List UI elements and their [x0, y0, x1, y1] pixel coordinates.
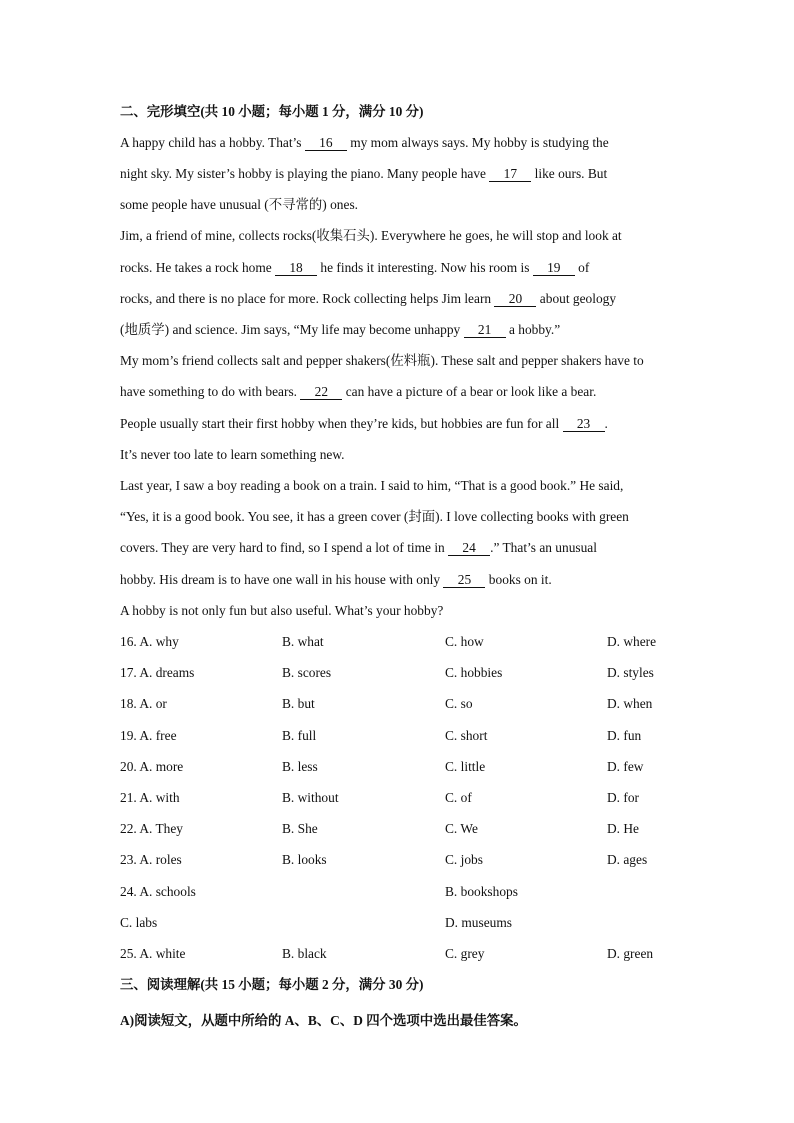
- option-item: C. short: [445, 728, 488, 743]
- option-item: B. but: [282, 696, 315, 711]
- passage-line: [120, 260, 589, 276]
- answer-blank[interactable]: 24: [448, 541, 490, 556]
- passage-line: [120, 384, 596, 400]
- option-item: 21. A. with: [120, 790, 180, 805]
- option-item: D. where: [607, 634, 657, 649]
- passage-text: my mom always says. My hobby is studying the: [346, 135, 609, 150]
- answer-blank[interactable]: 23: [563, 417, 605, 432]
- option-item: C. hobbies: [445, 665, 503, 680]
- option-item: B. black: [282, 946, 327, 961]
- passage-text: a hobby.”: [505, 322, 561, 337]
- option-item: 23. A. roles: [120, 852, 182, 867]
- passage-line: [120, 540, 597, 556]
- option-item: C. grey: [445, 946, 485, 961]
- passage-line: [120, 603, 443, 619]
- passage-line: [120, 228, 622, 244]
- option-item: B. bookshops: [445, 884, 518, 899]
- passage-text: he finds it interesting. Now his room is: [317, 260, 533, 275]
- passage-line: [120, 416, 608, 432]
- option-item: C. jobs: [445, 852, 483, 867]
- option-item: C. little: [445, 759, 486, 774]
- passage-text: .: [604, 416, 608, 431]
- option-item: C. so: [445, 696, 473, 711]
- answer-blank[interactable]: 22: [300, 385, 342, 400]
- passage-text: Jim, a friend of mine, collects rocks(收集石头). Everywhere he goes, he will stop and look at: [120, 228, 622, 243]
- passage-text: rocks. He takes a rock home: [120, 260, 276, 275]
- section3-heading: 三、阅读理解(共 15 小题；每小题 2 分，满分 30 分): [120, 977, 424, 992]
- passage-text: “Yes, it is a good book. You see, it has a green cover (封面). I love collecting books with green: [120, 509, 629, 524]
- passage-text: It’s never too late to learn something new.: [120, 447, 345, 462]
- option-item: C. labs: [120, 915, 158, 930]
- option-item: B. looks: [282, 852, 327, 867]
- answer-blank[interactable]: 16: [305, 136, 347, 151]
- answer-blank[interactable]: 17: [489, 167, 531, 182]
- passage-text: rocks, and there is no place for more. Rock collecting helps Jim learn: [120, 291, 495, 306]
- option-item: D. styles: [607, 665, 654, 680]
- answer-blank[interactable]: 19: [533, 261, 575, 276]
- option-item: B. what: [282, 634, 324, 649]
- option-item: C. We: [445, 821, 478, 836]
- passage-text: .” That’s an unusual: [490, 540, 597, 555]
- passage-text: some people have unusual (不寻常的) ones.: [120, 197, 359, 212]
- answer-blank[interactable]: 25: [443, 573, 485, 588]
- passage-text: Last year, I saw a boy reading a book on a train. I said to him, “That is a good book.” He said,: [120, 478, 624, 493]
- option-item: B. without: [282, 790, 339, 805]
- section2-heading: 二、完形填空(共 10 小题；每小题 1 分，满分 10 分): [120, 104, 424, 119]
- option-item: 16. A. why: [120, 634, 179, 649]
- option-item: D. for: [607, 790, 639, 805]
- option-item: D. green: [607, 946, 654, 961]
- option-item: D. He: [607, 821, 639, 836]
- passage-text: (地质学) and science. Jim says, “My life may become unhappy: [120, 322, 464, 337]
- passage-text: My mom’s friend collects salt and pepper shakers(佐料瓶). These salt and pepper shakers have to: [120, 353, 644, 368]
- answer-blank[interactable]: 20: [494, 292, 536, 307]
- option-item: 24. A. schools: [120, 884, 196, 899]
- option-item: D. fun: [607, 728, 642, 743]
- passage-line: [120, 353, 644, 369]
- passage-line: [120, 166, 607, 182]
- passage-text: like ours. But: [531, 166, 608, 181]
- passage-text: books on it.: [485, 572, 552, 587]
- passage-line: [120, 447, 344, 463]
- option-item: B. full: [282, 728, 317, 743]
- option-item: 19. A. free: [120, 728, 177, 743]
- passage-text: of: [574, 260, 590, 275]
- passage-text: covers. They are very hard to find, so I spend a lot of time in: [120, 540, 449, 555]
- option-item: D. ages: [607, 852, 648, 867]
- passage-text: People usually start their first hobby when they’re kids, but hobbies are fun for all: [120, 416, 563, 431]
- option-item: 18. A. or: [120, 696, 167, 711]
- option-item: 22. A. They: [120, 821, 183, 836]
- option-item: C. how: [445, 634, 484, 649]
- option-item: B. She: [282, 821, 318, 836]
- option-item: 17. A. dreams: [120, 665, 195, 680]
- answer-blank[interactable]: 18: [275, 261, 317, 276]
- option-item: 25. A. white: [120, 946, 186, 961]
- option-item: C. of: [445, 790, 472, 805]
- option-item: D. museums: [445, 915, 512, 930]
- option-item: 20. A. more: [120, 759, 184, 774]
- answer-blank[interactable]: 21: [464, 323, 506, 338]
- passage-line: [120, 572, 552, 588]
- passage-text: can have a picture of a bear or look like a bear.: [342, 384, 597, 399]
- passage-line: [120, 322, 560, 338]
- passage-text: hobby. His dream is to have one wall in his house with only: [120, 572, 444, 587]
- passage-line: [120, 509, 629, 525]
- section3-subheading: A)阅读短文，从题中所给的 A、B、C、D 四个选项中选出最佳答案。: [120, 1013, 527, 1028]
- passage-line: [120, 478, 623, 494]
- option-item: B. less: [282, 759, 318, 774]
- passage-line: [120, 291, 616, 307]
- passage-text: A happy child has a hobby. That’s: [120, 135, 305, 150]
- passage-text: night sky. My sister’s hobby is playing the piano. Many people have: [120, 166, 490, 181]
- passage-text: have something to do with bears.: [120, 384, 301, 399]
- passage-line: [120, 197, 358, 213]
- passage-text: A hobby is not only fun but also useful. What’s your hobby?: [120, 603, 444, 618]
- passage-text: about geology: [536, 291, 617, 306]
- option-item: D. when: [607, 696, 653, 711]
- passage-line: [120, 135, 609, 151]
- option-item: D. few: [607, 759, 644, 774]
- option-item: B. scores: [282, 665, 332, 680]
